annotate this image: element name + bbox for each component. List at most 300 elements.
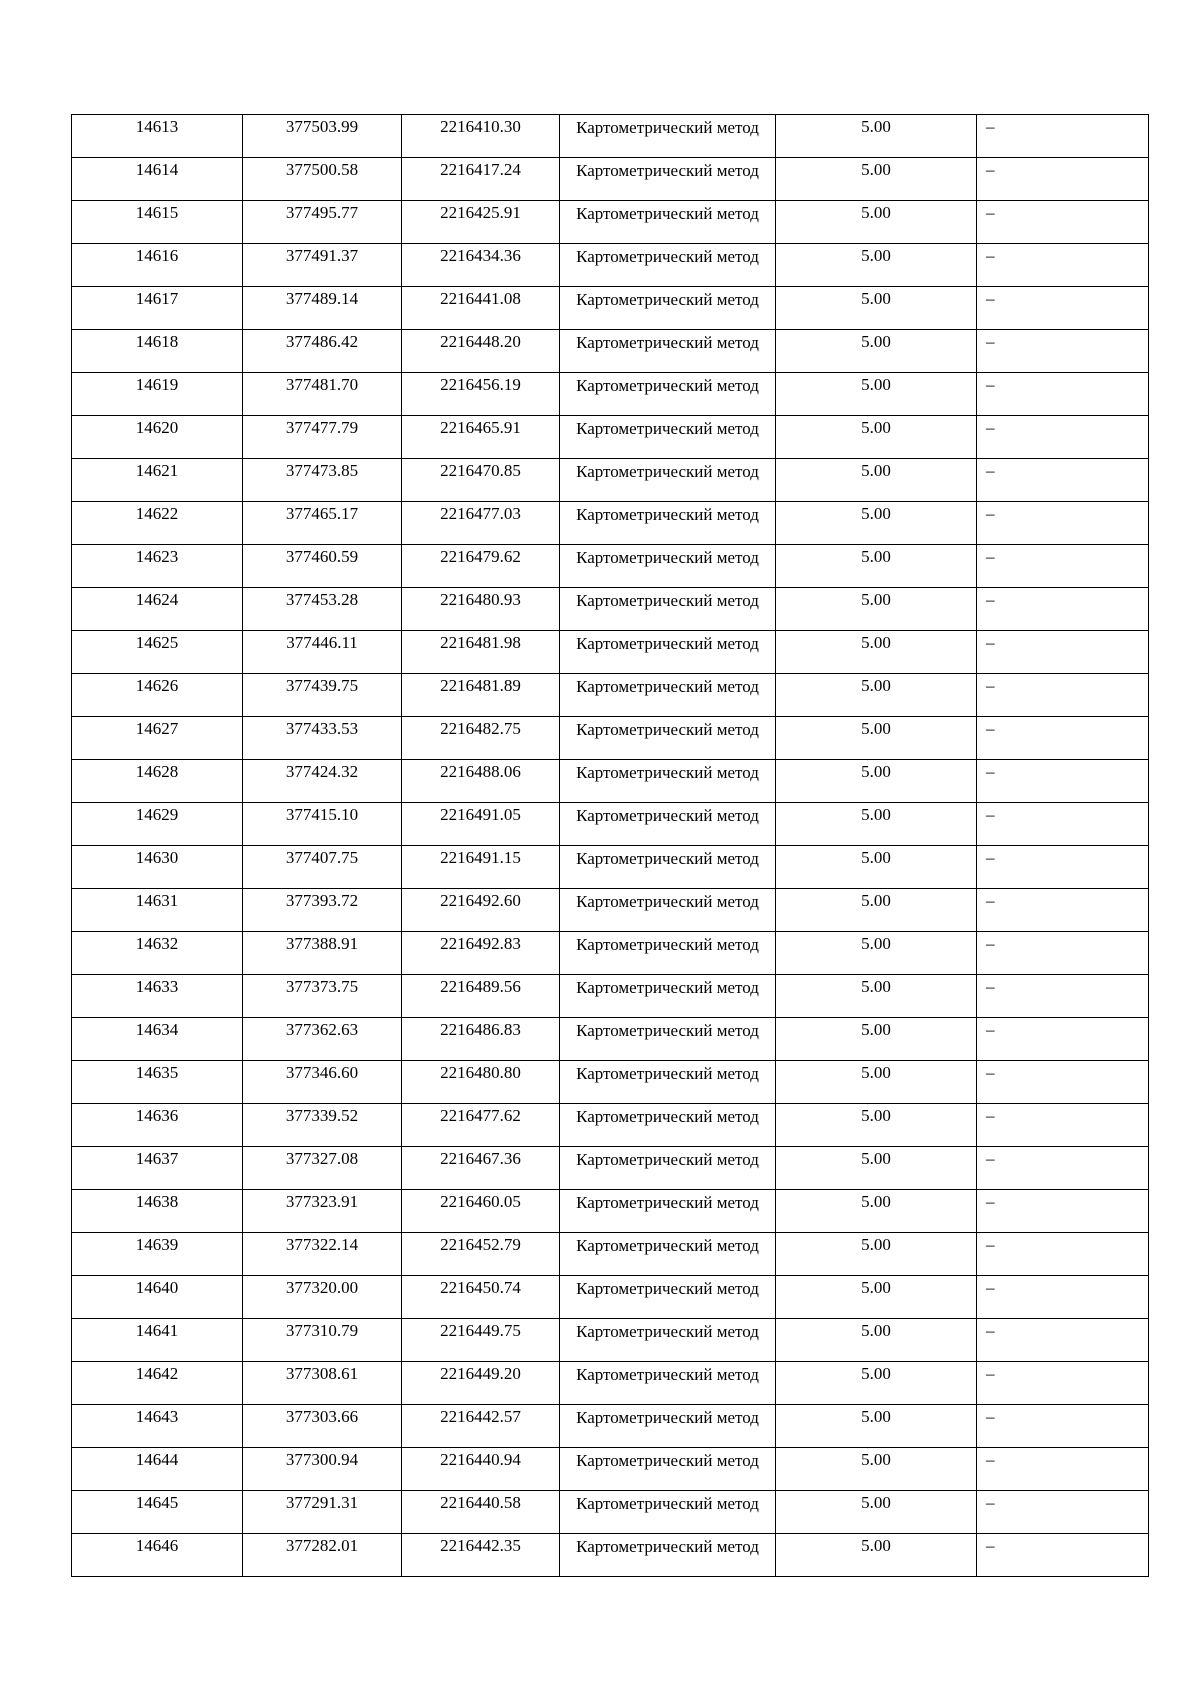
point-number-text: 14630 [135, 848, 179, 867]
accuracy-cell [776, 502, 977, 545]
x-coordinate-text: 377453.28 [285, 590, 359, 609]
point-number-text: 14623 [135, 547, 179, 566]
table-row [72, 717, 1149, 760]
table-row [72, 1061, 1149, 1104]
y-coordinate-cell [402, 1276, 560, 1319]
table-row [72, 803, 1149, 846]
y-coordinate-text: 2216460.05 [440, 1192, 521, 1211]
accuracy-text: 5.00 [861, 590, 891, 609]
x-coordinate-text: 377303.66 [285, 1407, 359, 1426]
accuracy-cell [776, 1362, 977, 1405]
x-coordinate-text: 377433.53 [285, 719, 359, 738]
method-text: Картометрический метод [576, 505, 759, 524]
note-cell [977, 502, 1149, 545]
table-row [72, 287, 1149, 330]
note-cell [977, 674, 1149, 717]
y-coordinate-cell [402, 1233, 560, 1276]
method-text: Картометрический метод [576, 935, 759, 954]
x-coordinate-cell [243, 373, 402, 416]
accuracy-cell [776, 803, 977, 846]
method-text: Картометрический метод [576, 161, 759, 180]
method-cell [560, 1491, 776, 1534]
x-coordinate-text: 377373.75 [285, 977, 359, 996]
y-coordinate-text: 2216481.98 [440, 633, 521, 652]
method-cell [560, 244, 776, 287]
point-number-text: 14638 [135, 1192, 179, 1211]
table-row [72, 1362, 1149, 1405]
table-row [72, 1405, 1149, 1448]
y-coordinate-text: 2216440.58 [440, 1493, 521, 1512]
method-cell [560, 588, 776, 631]
accuracy-text: 5.00 [861, 504, 891, 523]
method-cell [560, 1362, 776, 1405]
note-text: – [986, 977, 995, 996]
note-cell [977, 1190, 1149, 1233]
method-cell [560, 1276, 776, 1319]
table-row [72, 1448, 1149, 1491]
note-cell [977, 803, 1149, 846]
x-coordinate-text: 377320.00 [285, 1278, 359, 1297]
y-coordinate-cell [402, 674, 560, 717]
note-text: – [986, 805, 995, 824]
method-cell [560, 846, 776, 889]
x-coordinate-text: 377300.94 [285, 1450, 359, 1469]
note-text: – [986, 1149, 995, 1168]
point-number-text: 14620 [135, 418, 179, 437]
x-coordinate-text: 377339.52 [285, 1106, 359, 1125]
y-coordinate-cell [402, 889, 560, 932]
note-cell [977, 631, 1149, 674]
x-coordinate-cell [243, 588, 402, 631]
method-text: Картометрический метод [576, 1365, 759, 1384]
point-number-cell [72, 760, 243, 803]
y-coordinate-text: 2216492.83 [440, 934, 521, 953]
y-coordinate-text: 2216480.80 [440, 1063, 521, 1082]
point-number-cell [72, 889, 243, 932]
note-text: – [986, 332, 995, 351]
y-coordinate-cell [402, 588, 560, 631]
x-coordinate-cell [243, 1061, 402, 1104]
accuracy-cell [776, 1061, 977, 1104]
table-row [72, 244, 1149, 287]
table-row [72, 459, 1149, 502]
note-cell [977, 1233, 1149, 1276]
table-row [72, 201, 1149, 244]
method-cell [560, 287, 776, 330]
y-coordinate-text: 2216441.08 [440, 289, 521, 308]
x-coordinate-cell [243, 1405, 402, 1448]
table-row [72, 158, 1149, 201]
method-text: Картометрический метод [576, 1494, 759, 1513]
method-cell [560, 459, 776, 502]
y-coordinate-text: 2216465.91 [440, 418, 521, 437]
note-cell [977, 459, 1149, 502]
x-coordinate-cell [243, 1018, 402, 1061]
x-coordinate-text: 377362.63 [285, 1020, 359, 1039]
method-text: Картометрический метод [576, 849, 759, 868]
method-cell [560, 889, 776, 932]
accuracy-cell [776, 760, 977, 803]
accuracy-text: 5.00 [861, 891, 891, 910]
x-coordinate-text: 377323.91 [285, 1192, 359, 1211]
x-coordinate-cell [243, 1276, 402, 1319]
point-number-cell [72, 158, 243, 201]
y-coordinate-cell [402, 373, 560, 416]
accuracy-cell [776, 889, 977, 932]
note-text: – [986, 1321, 995, 1340]
method-text: Картометрический метод [576, 634, 759, 653]
x-coordinate-cell [243, 287, 402, 330]
x-coordinate-text: 377486.42 [285, 332, 359, 351]
note-text: – [986, 719, 995, 738]
note-text: – [986, 117, 995, 136]
y-coordinate-cell [402, 803, 560, 846]
note-text: – [986, 289, 995, 308]
note-cell [977, 846, 1149, 889]
y-coordinate-cell [402, 201, 560, 244]
x-coordinate-cell [243, 1534, 402, 1577]
y-coordinate-cell [402, 932, 560, 975]
table-row [72, 1018, 1149, 1061]
table-row [72, 373, 1149, 416]
point-number-text: 14617 [135, 289, 179, 308]
y-coordinate-cell [402, 502, 560, 545]
y-coordinate-text: 2216467.36 [440, 1149, 521, 1168]
x-coordinate-text: 377407.75 [285, 848, 359, 867]
point-number-text: 14615 [135, 203, 179, 222]
accuracy-text: 5.00 [861, 1536, 891, 1555]
x-coordinate-cell [243, 115, 402, 158]
accuracy-text: 5.00 [861, 977, 891, 996]
x-coordinate-text: 377439.75 [285, 676, 359, 695]
accuracy-text: 5.00 [861, 1235, 891, 1254]
note-cell [977, 244, 1149, 287]
y-coordinate-text: 2216488.06 [440, 762, 521, 781]
point-number-cell [72, 502, 243, 545]
method-cell [560, 201, 776, 244]
x-coordinate-cell [243, 1491, 402, 1534]
point-number-cell [72, 1362, 243, 1405]
note-cell [977, 932, 1149, 975]
method-cell [560, 932, 776, 975]
x-coordinate-text: 377424.32 [285, 762, 359, 781]
point-number-cell [72, 545, 243, 588]
accuracy-text: 5.00 [861, 1364, 891, 1383]
table-row [72, 975, 1149, 1018]
x-coordinate-text: 377477.79 [285, 418, 359, 437]
point-number-text: 14641 [135, 1321, 179, 1340]
x-coordinate-text: 377489.14 [285, 289, 359, 308]
table-row [72, 1491, 1149, 1534]
note-cell [977, 1104, 1149, 1147]
accuracy-text: 5.00 [861, 117, 891, 136]
note-cell [977, 889, 1149, 932]
method-cell [560, 803, 776, 846]
method-cell [560, 502, 776, 545]
method-text: Картометрический метод [576, 806, 759, 825]
note-text: – [986, 1278, 995, 1297]
method-cell [560, 115, 776, 158]
method-cell [560, 1061, 776, 1104]
note-text: – [986, 1364, 995, 1383]
point-number-cell [72, 287, 243, 330]
point-number-text: 14618 [135, 332, 179, 351]
y-coordinate-text: 2216442.35 [440, 1536, 521, 1555]
note-cell [977, 1319, 1149, 1362]
accuracy-text: 5.00 [861, 762, 891, 781]
point-number-text: 14626 [135, 676, 179, 695]
y-coordinate-text: 2216491.15 [440, 848, 521, 867]
y-coordinate-cell [402, 459, 560, 502]
accuracy-text: 5.00 [861, 246, 891, 265]
y-coordinate-cell [402, 975, 560, 1018]
y-coordinate-cell [402, 416, 560, 459]
note-cell [977, 115, 1149, 158]
x-coordinate-cell [243, 631, 402, 674]
table-row [72, 1319, 1149, 1362]
x-coordinate-text: 377503.99 [285, 117, 359, 136]
y-coordinate-text: 2216492.60 [440, 891, 521, 910]
method-cell [560, 975, 776, 1018]
point-number-cell [72, 1534, 243, 1577]
note-text: – [986, 1536, 995, 1555]
point-number-text: 14633 [135, 977, 179, 996]
accuracy-cell [776, 244, 977, 287]
table-row [72, 416, 1149, 459]
point-number-cell [72, 674, 243, 717]
method-cell [560, 330, 776, 373]
note-text: – [986, 1106, 995, 1125]
method-text: Картометрический метод [576, 591, 759, 610]
point-number-cell [72, 975, 243, 1018]
point-number-cell [72, 717, 243, 760]
y-coordinate-text: 2216448.20 [440, 332, 521, 351]
y-coordinate-cell [402, 1448, 560, 1491]
point-number-text: 14632 [135, 934, 179, 953]
accuracy-cell [776, 1276, 977, 1319]
accuracy-text: 5.00 [861, 160, 891, 179]
point-number-cell [72, 459, 243, 502]
x-coordinate-text: 377291.31 [285, 1493, 359, 1512]
point-number-text: 14631 [135, 891, 179, 910]
point-number-cell [72, 416, 243, 459]
y-coordinate-cell [402, 717, 560, 760]
method-text: Картометрический метод [576, 419, 759, 438]
method-cell [560, 674, 776, 717]
y-coordinate-text: 2216477.62 [440, 1106, 521, 1125]
y-coordinate-text: 2216470.85 [440, 461, 521, 480]
table-row [72, 889, 1149, 932]
note-text: – [986, 547, 995, 566]
table-row [72, 502, 1149, 545]
y-coordinate-cell [402, 115, 560, 158]
y-coordinate-text: 2216449.20 [440, 1364, 521, 1383]
x-coordinate-cell [243, 1233, 402, 1276]
x-coordinate-text: 377308.61 [285, 1364, 359, 1383]
note-text: – [986, 1192, 995, 1211]
x-coordinate-text: 377322.14 [285, 1235, 359, 1254]
x-coordinate-text: 377415.10 [285, 805, 359, 824]
x-coordinate-text: 377388.91 [285, 934, 359, 953]
x-coordinate-text: 377491.37 [285, 246, 359, 265]
method-text: Картометрический метод [576, 118, 759, 137]
accuracy-cell [776, 1491, 977, 1534]
accuracy-text: 5.00 [861, 719, 891, 738]
point-number-text: 14637 [135, 1149, 179, 1168]
point-number-cell [72, 201, 243, 244]
point-number-cell [72, 631, 243, 674]
point-number-cell [72, 1448, 243, 1491]
accuracy-text: 5.00 [861, 418, 891, 437]
table-row [72, 1233, 1149, 1276]
table-row [72, 932, 1149, 975]
y-coordinate-text: 2216442.57 [440, 1407, 521, 1426]
note-cell [977, 287, 1149, 330]
y-coordinate-text: 2216480.93 [440, 590, 521, 609]
point-number-text: 14636 [135, 1106, 179, 1125]
note-text: – [986, 1493, 995, 1512]
x-coordinate-cell [243, 975, 402, 1018]
method-cell [560, 760, 776, 803]
accuracy-cell [776, 373, 977, 416]
point-number-cell [72, 932, 243, 975]
note-text: – [986, 1407, 995, 1426]
accuracy-text: 5.00 [861, 375, 891, 394]
point-number-text: 14640 [135, 1278, 179, 1297]
y-coordinate-cell [402, 158, 560, 201]
point-number-cell [72, 1233, 243, 1276]
method-text: Картометрический метод [576, 1150, 759, 1169]
note-text: – [986, 1063, 995, 1082]
point-number-text: 14613 [135, 117, 179, 136]
x-coordinate-cell [243, 932, 402, 975]
accuracy-text: 5.00 [861, 1063, 891, 1082]
y-coordinate-cell [402, 244, 560, 287]
point-number-cell [72, 1405, 243, 1448]
y-coordinate-cell [402, 545, 560, 588]
method-text: Картометрический метод [576, 677, 759, 696]
method-cell [560, 717, 776, 760]
y-coordinate-cell [402, 287, 560, 330]
x-coordinate-cell [243, 889, 402, 932]
point-number-text: 14635 [135, 1063, 179, 1082]
note-cell [977, 1362, 1149, 1405]
accuracy-cell [776, 1104, 977, 1147]
x-coordinate-text: 377393.72 [285, 891, 359, 910]
method-text: Картометрический метод [576, 720, 759, 739]
note-cell [977, 201, 1149, 244]
x-coordinate-cell [243, 717, 402, 760]
x-coordinate-text: 377327.08 [285, 1149, 359, 1168]
x-coordinate-cell [243, 545, 402, 588]
accuracy-cell [776, 674, 977, 717]
method-cell [560, 1233, 776, 1276]
accuracy-cell [776, 115, 977, 158]
method-cell [560, 373, 776, 416]
accuracy-cell [776, 416, 977, 459]
note-text: – [986, 676, 995, 695]
point-number-text: 14624 [135, 590, 179, 609]
note-cell [977, 416, 1149, 459]
method-cell [560, 1534, 776, 1577]
note-cell [977, 1448, 1149, 1491]
note-cell [977, 545, 1149, 588]
point-number-text: 14642 [135, 1364, 179, 1383]
coordinates-table-body [72, 115, 1149, 1577]
accuracy-text: 5.00 [861, 1149, 891, 1168]
x-coordinate-cell [243, 416, 402, 459]
method-cell [560, 1190, 776, 1233]
accuracy-text: 5.00 [861, 547, 891, 566]
point-number-cell [72, 373, 243, 416]
table-row [72, 588, 1149, 631]
y-coordinate-text: 2216449.75 [440, 1321, 521, 1340]
method-text: Картометрический метод [576, 247, 759, 266]
method-text: Картометрический метод [576, 892, 759, 911]
note-text: – [986, 848, 995, 867]
point-number-cell [72, 1319, 243, 1362]
y-coordinate-cell [402, 1147, 560, 1190]
point-number-cell [72, 330, 243, 373]
accuracy-cell [776, 1018, 977, 1061]
y-coordinate-text: 2216417.24 [440, 160, 521, 179]
method-text: Картометрический метод [576, 376, 759, 395]
accuracy-cell [776, 330, 977, 373]
accuracy-cell [776, 1534, 977, 1577]
accuracy-cell [776, 201, 977, 244]
table-row [72, 545, 1149, 588]
accuracy-cell [776, 1405, 977, 1448]
point-number-text: 14644 [135, 1450, 179, 1469]
table-row [72, 1190, 1149, 1233]
accuracy-text: 5.00 [861, 633, 891, 652]
note-cell [977, 1147, 1149, 1190]
method-text: Картометрический метод [576, 290, 759, 309]
accuracy-cell [776, 1448, 977, 1491]
accuracy-cell [776, 717, 977, 760]
accuracy-text: 5.00 [861, 332, 891, 351]
note-text: – [986, 461, 995, 480]
accuracy-text: 5.00 [861, 289, 891, 308]
point-number-cell [72, 588, 243, 631]
x-coordinate-text: 377500.58 [285, 160, 359, 179]
method-cell [560, 416, 776, 459]
accuracy-cell [776, 975, 977, 1018]
method-cell [560, 1104, 776, 1147]
table-row [72, 760, 1149, 803]
point-number-text: 14625 [135, 633, 179, 652]
method-cell [560, 1147, 776, 1190]
y-coordinate-text: 2216479.62 [440, 547, 521, 566]
coordinates-table [71, 114, 1149, 1577]
y-coordinate-text: 2216452.79 [440, 1235, 521, 1254]
x-coordinate-cell [243, 1104, 402, 1147]
method-text: Картометрический метод [576, 204, 759, 223]
x-coordinate-text: 377481.70 [285, 375, 359, 394]
y-coordinate-text: 2216434.36 [440, 246, 521, 265]
x-coordinate-text: 377473.85 [285, 461, 359, 480]
method-cell [560, 1448, 776, 1491]
note-text: – [986, 203, 995, 222]
accuracy-text: 5.00 [861, 1493, 891, 1512]
note-text: – [986, 418, 995, 437]
accuracy-cell [776, 459, 977, 502]
note-text: – [986, 590, 995, 609]
table-row [72, 846, 1149, 889]
note-text: – [986, 1020, 995, 1039]
y-coordinate-text: 2216440.94 [440, 1450, 521, 1469]
accuracy-text: 5.00 [861, 1278, 891, 1297]
